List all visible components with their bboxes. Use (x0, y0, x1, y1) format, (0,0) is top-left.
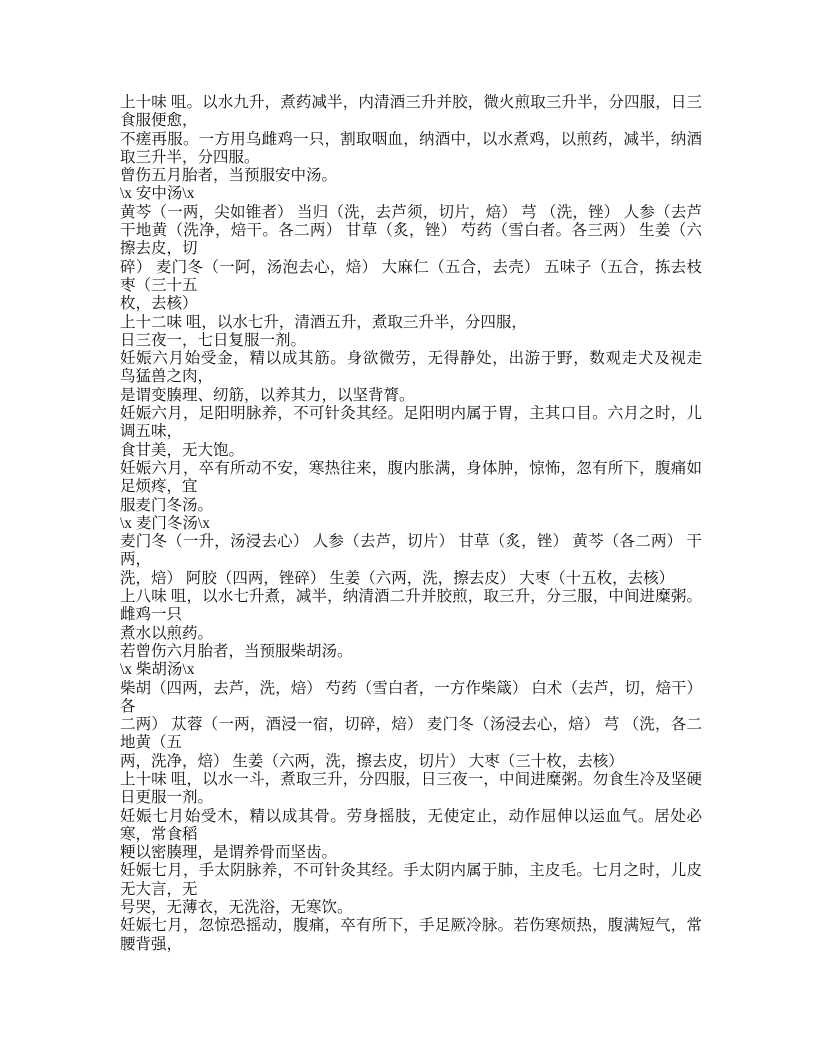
text-line: 两，洗净，焙） 生姜（六两，洗，擦去皮，切片） 大枣（三十枚，去核） (120, 752, 624, 770)
text-line: 妊娠七月，手太阴脉养，不可针灸其经。手太阴内属于肺，主皮毛。七月之时，儿皮 (120, 862, 702, 880)
text-line: 若曾伤六月胎者，当预服柴胡汤。 (120, 642, 353, 660)
text-line: 日三夜一，七日复服一剂。 (120, 331, 307, 349)
text-line: 调五味， (120, 423, 183, 441)
text-line: 两， (120, 551, 152, 569)
text-line: 取三升半，分四服。 (120, 148, 260, 166)
text-line: 食服便愈， (120, 112, 198, 130)
text-line: 上十二味 咀，以水七升，清酒五升，煮取三升半，分四服， (120, 313, 527, 331)
text-line: \x 安中汤\x (120, 185, 195, 203)
text-line: 各 (120, 697, 136, 715)
text-line: 上十味 咀。以水九升，煮药减半，内清酒三升并胶，微火煎取三升半，分四服，日三 (120, 94, 702, 111)
text-line: 鸟猛兽之肉， (120, 368, 214, 386)
text-line: 枚，去核） (120, 295, 198, 313)
text-line: 碎） 麦门冬（一阿，汤泡去心，焙） 大麻仁（五合，去壳） 五味子（五合，拣去枝 (120, 258, 702, 276)
text-line: \x 麦门冬汤\x (120, 514, 210, 532)
text-line: 妊娠六月始受金，精以成其筋。身欲微劳，无得静处，出游于野，数观走犬及视走 (120, 350, 702, 368)
text-line: 妊娠七月始受木，精以成其骨。劳身摇肢，无使定止，动作屈伸以运血气。居处必 (120, 807, 702, 825)
text-line: 妊娠七月，忽惊恐摇动，腹痛，卒有所下，手足厥冷脉。若伤寒烦热，腹满短气，常 (120, 917, 702, 935)
text-line: 足烦疼，宜 (120, 478, 198, 496)
text-line: 服麦门冬汤。 (120, 496, 214, 514)
text-line: 洗，焙） 阿胶（四两，锉碎） 生姜（六两，洗，擦去皮） 大枣（十五枚，去核） (120, 569, 675, 587)
text-line: 妊娠六月，卒有所动不安，寒热往来，腹内胀满，身体肿，惊怖，忽有所下，腹痛如 (120, 459, 702, 477)
text-line: 干地黄（洗净，焙干。各二两） 甘草（炙，锉） 芍药（雪白者。各三两） 生姜（六 (120, 222, 702, 240)
text-line: 雌鸡一只 (120, 606, 183, 624)
text-line: 枣（三十五 (120, 276, 198, 294)
text-line: 黄芩（一两，尖如锥者） 当归（洗，去芦须，切片，焙） 芎 （洗，锉） 人参（去芦 (120, 203, 702, 221)
text-line: 柴胡（四两，去芦，洗，焙） 芍药（雪白者，一方作柴箴） 白术（去芦，切，焙干） (120, 679, 702, 697)
text-line: 上十味 咀，以水一斗，煮取三升，分四服，日三夜一，中间进糜粥。勿食生冷及坚硬 (120, 770, 702, 788)
text-line: 号哭，无薄衣，无洗浴，无寒饮。 (120, 899, 353, 917)
text-line: 擦去皮，切 (120, 240, 198, 258)
text-line: 不瘥再服。一方用乌雌鸡一只，割取咽血，纳酒中，以水煮鸡，以煎药，减半，纳酒 (120, 130, 702, 148)
document-body (120, 94, 702, 954)
text-line: 无大言，无 (120, 880, 198, 898)
text-line: 食甘美，无大饱。 (120, 441, 245, 459)
text-line: 曾伤五月胎者，当预服安中汤。 (120, 167, 338, 185)
text-line: 寒，常食稻 (120, 825, 198, 843)
text-line: 上八味 咀，以水七升煮，减半，纳清酒二升并胶煎，取三升，分三服，中间进糜粥。 (120, 588, 702, 606)
text-line: 煮水以煎药。 (120, 624, 214, 642)
text-line: \x 柴胡汤\x (120, 661, 195, 679)
text-line: 粳以密腠理，是谓养骨而坚齿。 (120, 844, 338, 862)
text-line: 妊娠六月，足阳明脉养，不可针灸其经。足阳明内属于胃，主其口目。六月之时，儿 (120, 405, 702, 423)
text-line: 麦门冬（一升，汤浸去心） 人参（去芦，切片） 甘草（炙，锉） 黄芩（各二两） 干 (120, 533, 702, 551)
text-line: 地黄（五 (120, 734, 183, 752)
text-line: 日更服一剂。 (120, 789, 214, 807)
text-line: 二两） 苁蓉（一两，酒浸一宿，切碎，焙） 麦门冬（汤浸去心，焙） 芎 （洗，各二 (120, 716, 702, 734)
text-line: 腰背强， (120, 935, 183, 953)
text-line: 是谓变腠理、纫筋，以养其力，以坚背膂。 (120, 386, 415, 404)
